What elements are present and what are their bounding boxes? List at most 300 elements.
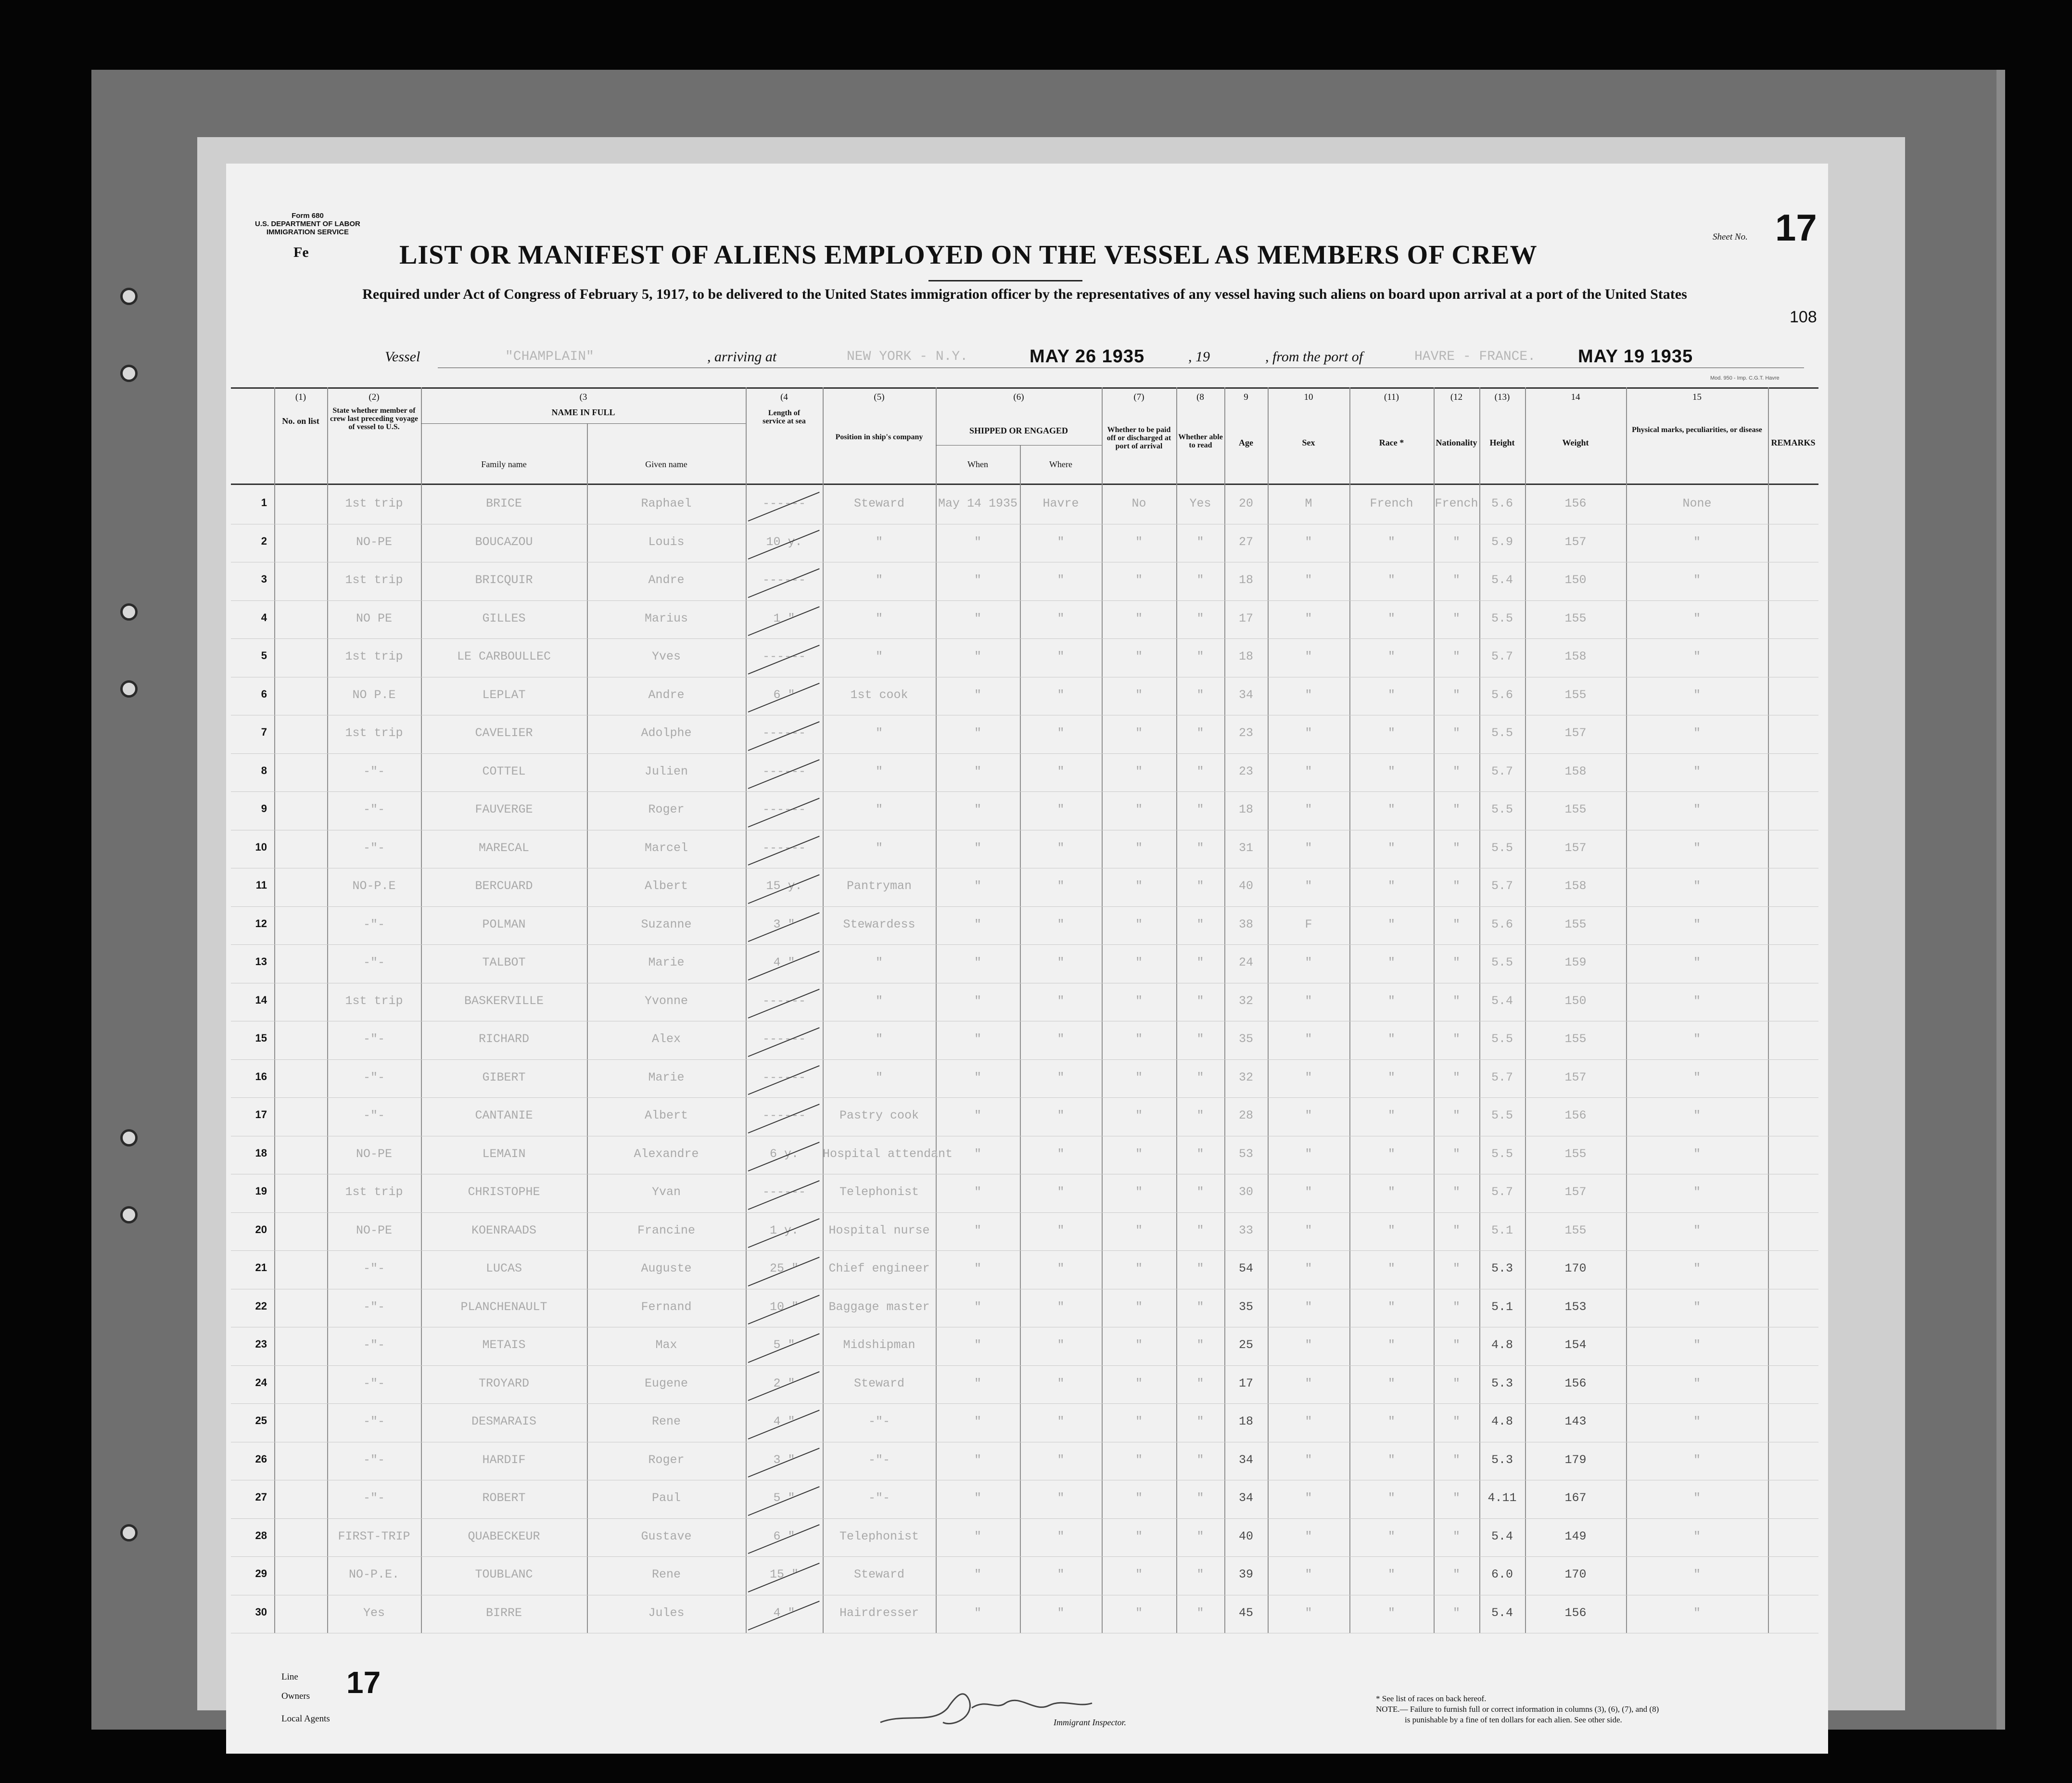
cell-physical-marks: " [1693,1185,1701,1199]
table-row [231,677,1818,716]
cell-able-to-read: " [1196,1299,1204,1314]
table-row [231,1519,1818,1557]
cell-physical-marks: " [1693,1605,1701,1620]
cell-when: " [974,1261,981,1275]
cell-paid-off: " [1135,1299,1143,1314]
cell-given-name: Gustave [641,1529,692,1543]
cell-length-of-service: 6 y. [769,1146,799,1161]
header-length-of-service: Length of service at sea [763,409,806,425]
row-number: 13 [255,955,267,968]
cell-physical-marks: " [1693,1567,1701,1581]
cell-when: " [974,917,981,931]
binder-hole [120,288,138,305]
cell-paid-off: " [1135,1223,1143,1237]
cell-sex: " [1305,1146,1312,1161]
header-crew-status: State whether member of crew last preceding voyage of vessel to U.S. [330,407,418,431]
cell-physical-marks: " [1693,1491,1701,1505]
cell-able-to-read: " [1196,993,1204,1008]
header-nationality: Nationality [1436,438,1477,447]
footer-local-agents-label: Local Agents [281,1714,330,1724]
cell-family-name: RICHARD [478,1032,530,1046]
cell-position: Chief engineer [828,1261,930,1275]
cell-physical-marks: " [1693,1261,1701,1275]
cell-family-name: ROBERT [482,1491,526,1505]
cell-family-name: COTTEL [482,764,526,778]
cell-crew-status: 1st trip [345,650,403,663]
cell-where: " [1057,1108,1065,1122]
cell-given-name: Albert [644,1108,688,1122]
cell-race: " [1387,764,1395,778]
cell-where: " [1057,764,1065,778]
cell-paid-off: " [1135,650,1143,663]
cell-family-name: HARDIF [482,1452,526,1467]
cell-race: " [1387,1223,1395,1237]
cell-family-name: LE CARBOULLEC [457,650,551,663]
cell-nationality: " [1452,841,1460,855]
name-subheader-rule [421,423,746,424]
cell-weight: 167 [1564,1491,1587,1505]
cell-given-name: Albert [644,879,688,893]
header-age: Age [1239,438,1253,447]
row-number: 19 [255,1185,267,1197]
cell-given-name: Andre [648,688,685,702]
cell-position: Telephonist [839,1529,919,1543]
table-row [231,524,1818,563]
cell-when: " [974,802,981,816]
cell-nationality: " [1452,955,1460,969]
cell-family-name: QUABECKEUR [468,1529,540,1543]
row-number: 27 [255,1491,267,1503]
cell-race: " [1387,1261,1395,1275]
cell-sex: " [1305,1032,1312,1046]
cell-race: " [1387,1185,1395,1199]
table-row [231,1595,1818,1634]
table-row [231,1289,1818,1328]
cell-weight: 150 [1564,573,1587,587]
cell-weight: 155 [1564,611,1587,625]
cell-race: " [1387,1032,1395,1046]
cell-crew-status: NO P.E [352,688,396,702]
cell-length-of-service: ------ [762,1032,806,1046]
cell-sex: " [1305,1491,1312,1505]
cell-when: " [974,1491,981,1505]
cell-nationality: " [1452,993,1460,1008]
cell-paid-off: " [1135,688,1143,702]
table-row [231,1251,1818,1289]
cell-position: " [875,1032,883,1046]
header-when: When [967,459,988,469]
cell-physical-marks: " [1693,1146,1701,1161]
binder-hole [120,365,138,382]
cell-family-name: LUCAS [485,1261,522,1275]
cell-race: " [1387,1338,1395,1352]
cell-nationality: " [1452,1223,1460,1237]
cell-height: 5.3 [1491,1452,1513,1467]
cell-age: 54 [1238,1261,1253,1275]
cell-physical-marks: " [1693,1414,1701,1428]
cell-where: " [1057,573,1065,587]
cell-crew-status: -"- [363,1108,385,1122]
cell-physical-marks: " [1693,611,1701,625]
cell-length-of-service: 4 " [773,955,795,969]
cell-sex: " [1305,1376,1312,1390]
cell-where: " [1057,1414,1065,1428]
cell-length-of-service: ------ [762,841,806,855]
cell-race: " [1387,917,1395,931]
cell-crew-status: -"- [363,1452,385,1467]
cell-crew-status: NO-PE [356,1223,392,1237]
cell-nationality: " [1452,1414,1460,1428]
cell-when: " [974,1452,981,1467]
cell-position: Pastry cook [839,1108,919,1122]
cell-given-name: Adolphe [641,726,692,740]
cell-where: Havre [1042,497,1079,510]
row-number: 7 [261,726,267,738]
table-row [231,1366,1818,1404]
cell-able-to-read: " [1196,688,1204,702]
cell-weight: 150 [1564,993,1587,1008]
departure-date-stamp: MAY 19 1935 [1578,346,1693,367]
cell-sex: " [1305,764,1312,778]
cell-when: " [974,573,981,587]
cell-when: " [974,1338,981,1352]
manifest-sheet [226,164,1828,1754]
cell-family-name: BASKERVILLE [464,993,544,1008]
manifest-subtitle: Required under Act of Congress of February 5, 1917, to be delivered to the United States immigration officer by the representatives of any vessel having such aliens on board upon arrival at a port of the United States [362,286,1687,302]
table-row [231,1404,1818,1442]
row-number: 20 [255,1223,267,1235]
cell-age: 23 [1238,764,1253,778]
cell-nationality: " [1452,1338,1460,1352]
cell-length-of-service: ------ [762,573,806,587]
cell-weight: 170 [1564,1567,1587,1581]
col-number-14: 14 [1571,392,1580,402]
col-number-8: (8 [1196,392,1204,402]
cell-paid-off: " [1135,1376,1143,1390]
cell-sex: " [1305,1338,1312,1352]
cell-physical-marks: " [1693,1108,1701,1122]
cell-where: " [1057,535,1065,549]
cell-position: " [875,650,883,663]
cell-where: " [1057,1185,1065,1199]
cell-crew-status: NO-PE [356,535,392,549]
cell-able-to-read: " [1196,573,1204,587]
table-row [231,1136,1818,1175]
cell-length-of-service: 5 " [773,1338,795,1352]
cell-position: Stewardess [843,917,915,931]
cell-crew-status: 1st trip [345,497,403,510]
cell-nationality: " [1452,764,1460,778]
cell-height: 5.7 [1491,1070,1513,1084]
cell-position: " [875,726,883,740]
table-row [231,1557,1818,1595]
cell-position: " [875,573,883,587]
row-number: 25 [255,1414,267,1426]
cell-paid-off: " [1135,1146,1143,1161]
cell-age: 25 [1238,1338,1253,1352]
cell-nationality: " [1452,1567,1460,1581]
header-given-name: Given name [645,459,687,469]
col-number-13: (13) [1494,392,1510,402]
cell-weight: 155 [1564,1146,1587,1161]
cell-physical-marks: None [1682,497,1712,510]
cell-length-of-service: ------ [762,1070,806,1084]
cell-when: " [974,993,981,1008]
cell-height: 5.1 [1491,1299,1513,1314]
cell-race: " [1387,802,1395,816]
cell-weight: 143 [1564,1414,1587,1428]
cell-where: " [1057,841,1065,855]
cell-where: " [1057,1491,1065,1505]
cell-given-name: Auguste [641,1261,692,1275]
cell-able-to-read: " [1196,1146,1204,1161]
cell-weight: 156 [1564,1376,1587,1390]
cell-race: " [1387,726,1395,740]
cell-height: 5.4 [1491,1605,1513,1620]
cell-length-of-service: ------ [762,764,806,778]
cell-paid-off: " [1135,1452,1143,1467]
header-able-to-read: Whether able to read [1178,433,1223,449]
cell-length-of-service: 4 " [773,1414,795,1428]
cell-physical-marks: " [1693,726,1701,740]
cell-weight: 157 [1564,841,1587,855]
cell-crew-status: 1st trip [345,573,403,587]
table-row [231,792,1818,830]
cell-sex: M [1305,497,1312,510]
cell-when: " [974,1146,981,1161]
table-row [231,1480,1818,1519]
cell-crew-status: NO-PE [356,1146,392,1161]
cell-age: 32 [1238,993,1253,1008]
cell-paid-off: " [1135,1491,1143,1505]
cell-when: " [974,1529,981,1543]
cell-family-name: TROYARD [478,1376,530,1390]
cell-length-of-service: 5 " [773,1491,795,1505]
cell-when: " [974,955,981,969]
table-row [231,983,1818,1022]
cell-when: " [974,1070,981,1084]
cell-age: 27 [1238,535,1253,549]
cell-weight: 156 [1564,497,1587,510]
table-row [231,1021,1818,1060]
cell-crew-status: 1st trip [345,993,403,1008]
col-number-7: (7) [1133,392,1144,402]
cell-age: 34 [1238,688,1253,702]
cell-weight: 155 [1564,688,1587,702]
cell-height: 5.7 [1491,650,1513,663]
cell-sex: " [1305,1567,1312,1581]
cell-paid-off: " [1135,1414,1143,1428]
cell-length-of-service: 2 " [773,1376,795,1390]
cell-position: " [875,802,883,816]
cell-paid-off: " [1135,993,1143,1008]
cell-race: " [1387,535,1395,549]
cell-age: 30 [1238,1185,1253,1199]
cell-where: " [1057,1605,1065,1620]
cell-position: Hospital nurse [828,1223,930,1237]
cell-family-name: BOUCAZOU [475,535,533,549]
row-number: 18 [255,1146,267,1159]
table-row [231,1060,1818,1098]
cell-family-name: BERCUARD [475,879,533,893]
cell-when: " [974,650,981,663]
cell-age: 18 [1238,573,1253,587]
cell-position: Steward [853,1567,905,1581]
col-number-11: (11) [1384,392,1399,402]
cell-weight: 158 [1564,764,1587,778]
cell-length-of-service: 10 y. [766,535,802,549]
table-row [231,830,1818,869]
cell-crew-status: -"- [363,955,385,969]
cell-weight: 157 [1564,1070,1587,1084]
page-number: 108 [1790,308,1817,326]
cell-length-of-service: 3 " [773,1452,795,1467]
cell-position: " [875,1070,883,1084]
cell-when: May 14 1935 [938,497,1018,510]
cell-family-name: PLANCHENAULT [460,1299,547,1314]
table-row [231,907,1818,945]
cell-when: " [974,1299,981,1314]
cell-height: 5.5 [1491,726,1513,740]
footer-line-label: Line [281,1672,298,1682]
cell-when: " [974,1108,981,1122]
cell-height: 5.5 [1491,1108,1513,1122]
cell-able-to-read: " [1196,1032,1204,1046]
cell-race: " [1387,1070,1395,1084]
cell-family-name: BRICE [485,497,522,510]
cell-when: " [974,1185,981,1199]
cell-length-of-service: ------ [762,993,806,1008]
table-row [231,1442,1818,1481]
header-remarks: REMARKS [1771,438,1816,447]
cell-crew-status: 1st trip [345,726,403,740]
cell-position: " [875,841,883,855]
cell-position: -"- [868,1491,890,1505]
cell-able-to-read: " [1196,1414,1204,1428]
col-number-5: (5) [874,392,885,402]
cell-sex: " [1305,573,1312,587]
cell-crew-status: -"- [363,841,385,855]
cell-able-to-read: " [1196,1070,1204,1084]
cell-given-name: Julien [644,764,688,778]
cell-height: 5.4 [1491,573,1513,587]
col-number-6: (6) [1013,392,1024,402]
cell-length-of-service: 25 " [769,1261,799,1275]
cell-paid-off: " [1135,1605,1143,1620]
cell-paid-off: " [1135,1338,1143,1352]
cell-when: " [974,1223,981,1237]
from-port-label: , from the port of [1265,349,1363,365]
cell-height: 5.7 [1491,879,1513,893]
cell-height: 5.7 [1491,1185,1513,1199]
cell-given-name: Marie [648,955,685,969]
cell-length-of-service: 1 y. [769,1223,799,1237]
cell-given-name: Roger [648,802,685,816]
cell-nationality: " [1452,1529,1460,1543]
cell-sex: " [1305,1529,1312,1543]
row-number: 14 [255,993,267,1006]
cell-height: 4.8 [1491,1414,1513,1428]
cell-able-to-read: " [1196,879,1204,893]
footer-count: 17 [346,1665,381,1700]
cell-physical-marks: " [1693,917,1701,931]
cell-race: " [1387,955,1395,969]
cell-where: " [1057,955,1065,969]
cell-when: " [974,1605,981,1620]
cell-where: " [1057,993,1065,1008]
binder-hole [120,680,138,698]
cell-physical-marks: " [1693,650,1701,663]
cell-paid-off: " [1135,1032,1143,1046]
cell-nationality: " [1452,1108,1460,1122]
cell-able-to-read: " [1196,726,1204,740]
cell-family-name: GILLES [482,611,526,625]
cell-able-to-read: " [1196,1605,1204,1620]
cell-nationality: " [1452,535,1460,549]
cell-weight: 149 [1564,1529,1587,1543]
cell-nationality: " [1452,1299,1460,1314]
cell-weight: 156 [1564,1605,1587,1620]
cell-nationality: " [1452,726,1460,740]
row-number: 1 [261,497,267,509]
table-row [231,754,1818,792]
table-body [231,486,1818,1633]
cell-able-to-read: " [1196,1223,1204,1237]
table-row [231,715,1818,754]
cell-nationality: " [1452,917,1460,931]
cell-given-name: Fernand [641,1299,692,1314]
cell-paid-off: " [1135,611,1143,625]
cell-where: " [1057,1376,1065,1390]
cell-crew-status: -"- [363,1376,385,1390]
cell-physical-marks: " [1693,1299,1701,1314]
cell-height: 5.4 [1491,993,1513,1008]
vessel-label: Vessel [385,349,420,365]
cell-position: Hospital attendant [823,1146,953,1161]
cell-sex: " [1305,1299,1312,1314]
cell-crew-status: NO PE [356,611,392,625]
cell-race: " [1387,1491,1395,1505]
cell-sex: " [1305,841,1312,855]
cell-sex: " [1305,726,1312,740]
cell-height: 5.6 [1491,688,1513,702]
cell-able-to-read: " [1196,650,1204,663]
cell-length-of-service: 15 " [769,1567,799,1581]
cell-able-to-read: " [1196,1567,1204,1581]
cell-sex: " [1305,955,1312,969]
cell-where: " [1057,1146,1065,1161]
cell-given-name: Yvonne [644,993,688,1008]
cell-age: 38 [1238,917,1253,931]
cell-weight: 155 [1564,802,1587,816]
cell-age: 53 [1238,1146,1253,1161]
col-number-15: 15 [1692,392,1702,402]
cell-age: 40 [1238,1529,1253,1543]
arriving-label: , arriving at [707,349,777,365]
cell-physical-marks: " [1693,764,1701,778]
cell-when: " [974,1414,981,1428]
cell-sex: " [1305,650,1312,663]
cell-age: 34 [1238,1452,1253,1467]
header-family-name: Family name [481,459,527,469]
cell-given-name: Roger [648,1452,685,1467]
cell-paid-off: " [1135,955,1143,969]
header-sex: Sex [1302,438,1315,447]
cell-height: 5.1 [1491,1223,1513,1237]
cell-race: " [1387,1414,1395,1428]
cell-sex: " [1305,535,1312,549]
cell-able-to-read: " [1196,1261,1204,1275]
